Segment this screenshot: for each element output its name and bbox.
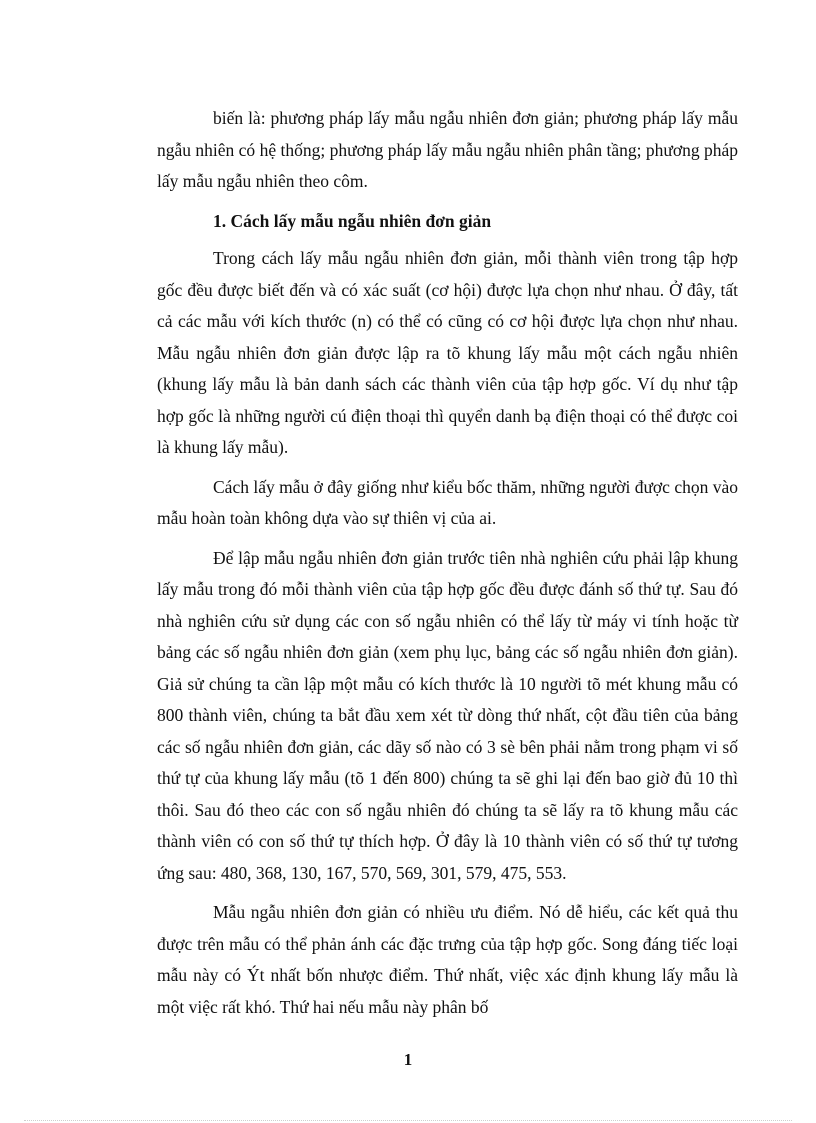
body-text bbox=[157, 103, 738, 1031]
continuation-paragraph: biến là: phương pháp lấy mẫu ngẫu nhiên đơn giản; phương pháp lấy mẫu ngẫu nhiên có hệ thống; phương pháp lấy mẫu ngẫu nhiên phân tầng; phương pháp lấy mẫu ngẫu nhiên theo côm. bbox=[157, 108, 738, 191]
section-heading: 1. Cách lấy mẫu ngẫu nhiên đơn giản bbox=[213, 210, 492, 231]
paragraph: Để lập mẫu ngẫu nhiên đơn giản trước tiên nhà nghiên cứu phải lập khung lấy mẫu trong đó mỗi thành viên của tập hợp gốc đều được đánh số thứ tự. Sau đó nhà nghiên cứu sử dụng các con số ngẫu nhiên có thể lấy từ máy vi tính hoặc từ bảng các số ngẫu nhiên đơn giản (xem phụ lục, bảng các số ngẫu nhiên đơn giản). Giả sử chúng ta cần lập một mẫu có kích thước là 10 người tõ mét khung mẫu có 800 thành viên, chúng ta bắt đầu xem xét từ dòng thứ nhất, cột đầu tiên của bảng các số ngẫu nhiên đơn giản, các dãy số nào có 3 sè bên phải nằm trong phạm vi số thứ tự của khung lấy mẫu (tõ 1 đến 800) chúng ta sẽ ghi lại đến bao giờ đủ 10 thì thôi. Sau đó theo các con số ngẫu nhiên đó chúng ta sẽ lấy ra tõ khung mẫu các thành viên có con số thứ tự thích hợp. Ở đây là 10 thành viên có số thứ tự tương ứng sau: 480, 368, 130, 167, 570, 569, 301, 579, 475, 553. bbox=[157, 547, 738, 883]
page-bottom-divider bbox=[24, 1120, 792, 1121]
paragraph: Trong cách lấy mẫu ngẫu nhiên đơn giản, mỗi thành viên trong tập hợp gốc đều được biết đến và có xác suất (cơ hội) được lựa chọn như nhau. Ở đây, tất cả các mẫu với kích thước (n) có thể có cũng có cơ hội được lựa chọn như nhau. Mẫu ngẫu nhiên đơn giản được lập ra tõ khung lấy mẫu một cách ngẫu nhiên (khung lấy mẫu là bản danh sách các thành viên của tập hợp gốc. Ví dụ như tập hợp gốc là những người cú điện thoại thì quyển danh bạ điện thoại có thể được coi là khung lấy mẫu). bbox=[157, 248, 738, 457]
paragraph: Cách lấy mẫu ở đây giống như kiểu bốc thăm, những người được chọn vào mẫu hoàn toàn không dựa vào sự thiên vị của ai. bbox=[157, 476, 738, 528]
paragraph: Mẫu ngẫu nhiên đơn giản có nhiều ưu điểm. Nó dễ hiểu, các kết quả thu được trên mẫu có thể phản ánh các đặc trưng của tập hợp gốc. Song đáng tiếc loại mẫu này có Ýt nhất bốn nhược điểm. Thứ nhất, việc xác định khung lấy mẫu là một việc rất khó. Thứ hai nếu mẫu này phân bố bbox=[157, 902, 738, 1017]
page-number: 1 bbox=[403, 1050, 413, 1069]
